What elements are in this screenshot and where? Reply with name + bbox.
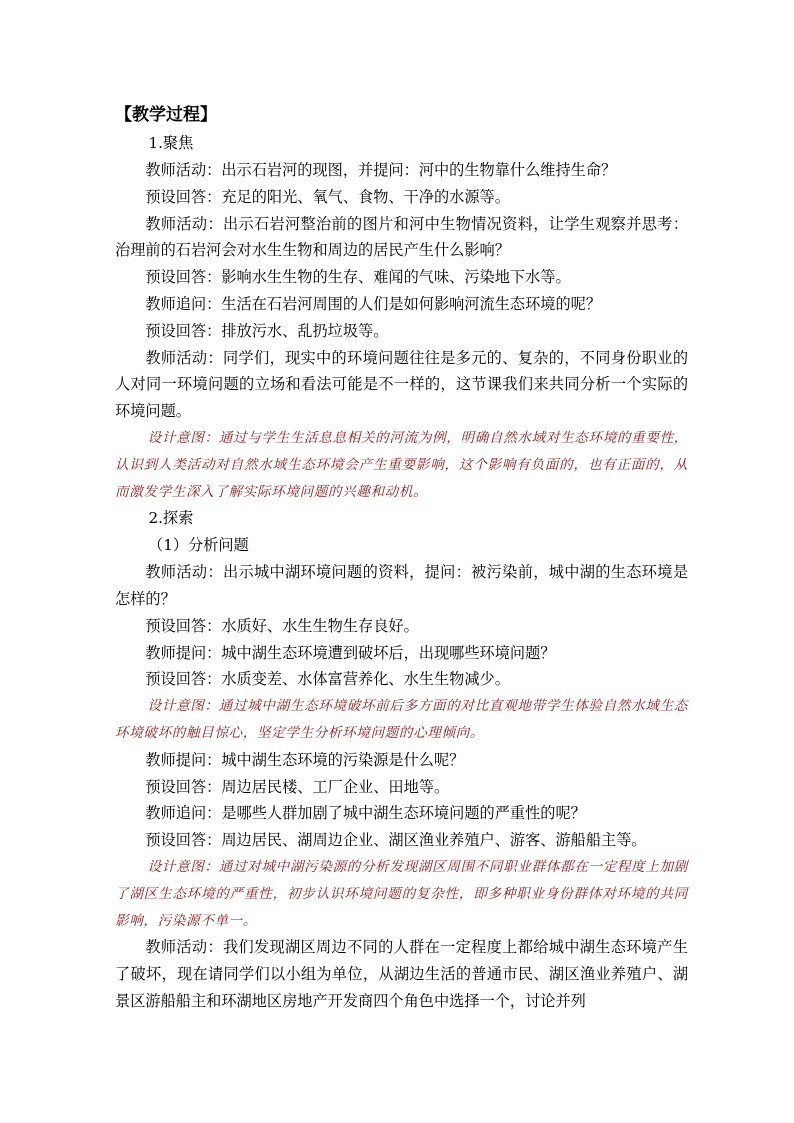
section-2-heading: 2.探索: [148, 509, 194, 528]
paragraph: 预设回答：充足的阳光、氧气、食物、干净的水源等。: [145, 187, 510, 206]
paragraph: 预设回答：水质好、水生生物生存良好。: [145, 616, 419, 635]
design-intent-note: 设计意图：通过城中湖生态环境破坏前后多方面的对比直观地带学生体验自然水域生态环境破坏的触目惊心，坚定学生分析环境问题的心理倾向。: [115, 698, 688, 741]
paragraph: 教师提问：城中湖生态环境遭到破坏后，出现哪些环境问题？: [145, 643, 556, 662]
paragraph: 预设回答：排放污水、乱扔垃圾等。: [145, 321, 389, 340]
paragraph: 教师追问：生活在石岩河周围的人们是如何影响河流生态环境的呢？: [145, 294, 602, 313]
paragraph: 教师活动：出示石岩河的现图，并提问：河中的生物靠什么维持生命？: [145, 161, 617, 179]
paragraph: 预设回答：水质变差、水体富营养化、水生生物减少。: [145, 670, 510, 689]
paragraph: 预设回答：周边居民、湖周边企业、湖区渔业养殖户、游客、游船船主等。: [145, 831, 647, 850]
paragraph: 教师活动：出示城中湖环境问题的资料，提问：被污染前，城中湖的生态环境是怎样的？: [115, 563, 688, 608]
paragraph: 教师活动：同学们，现实中的环境问题往往是多元的、复杂的，不同身份职业的人对同一环境问题的立场和看法可能是不一样的，这节课我们来共同分析一个实际的环境问题。: [115, 348, 688, 421]
paragraph: 教师追问：是哪些人群加剧了城中湖生态环境问题的严重性的呢？: [145, 804, 586, 823]
design-intent-note: 设计意图：通过对城中湖污染源的分析发现湖区周围不同职业群体都在一定程度上加剧了湖区生态环境的严重性，初步认识环境问题的复杂性，即多种职业身份群体对环境的共同影响，污染源不单一。: [115, 858, 688, 929]
paragraph: 教师提问：城中湖生态环境的污染源是什么呢？: [145, 750, 465, 769]
section-1-heading: 1.聚焦: [148, 134, 194, 152]
design-intent-note: 设计意图：通过与学生生活息息相关的河流为例，明确自然水域对生态环境的重要性，认识到人类活动对自然水域生态环境会产生重要影响，这个影响有负面的，也有正面的，从而激发学生深入了解实际环境问题的兴趣和动机。: [115, 429, 688, 500]
paragraph: 教师活动：我们发现湖区周边不同的人群在一定程度上都给城中湖生态环境产生了破坏，现在请同学们以小组为单位，从湖边生活的普通市民、湖区渔业养殖户、湖景区游船船主和环湖地区房地产开发商四个角色中选择一个，讨论并列: [115, 938, 688, 1010]
subsection-heading: （1）分析问题: [148, 536, 249, 555]
paragraph: 预设回答：影响水生生物的生存、难闻的气味、污染地下水等。: [145, 268, 571, 287]
paragraph: 教师活动：出示石岩河整治前的图片和河中生物情况资料，让学生观察并思考：治理前的石岩河会对水生生物和周边的居民产生什么影响？: [115, 214, 688, 260]
document-page: [115, 100, 688, 1015]
section-title: 【教学过程】: [115, 105, 217, 125]
paragraph: 预设回答：周边居民楼、工厂企业、田地等。: [145, 777, 450, 796]
